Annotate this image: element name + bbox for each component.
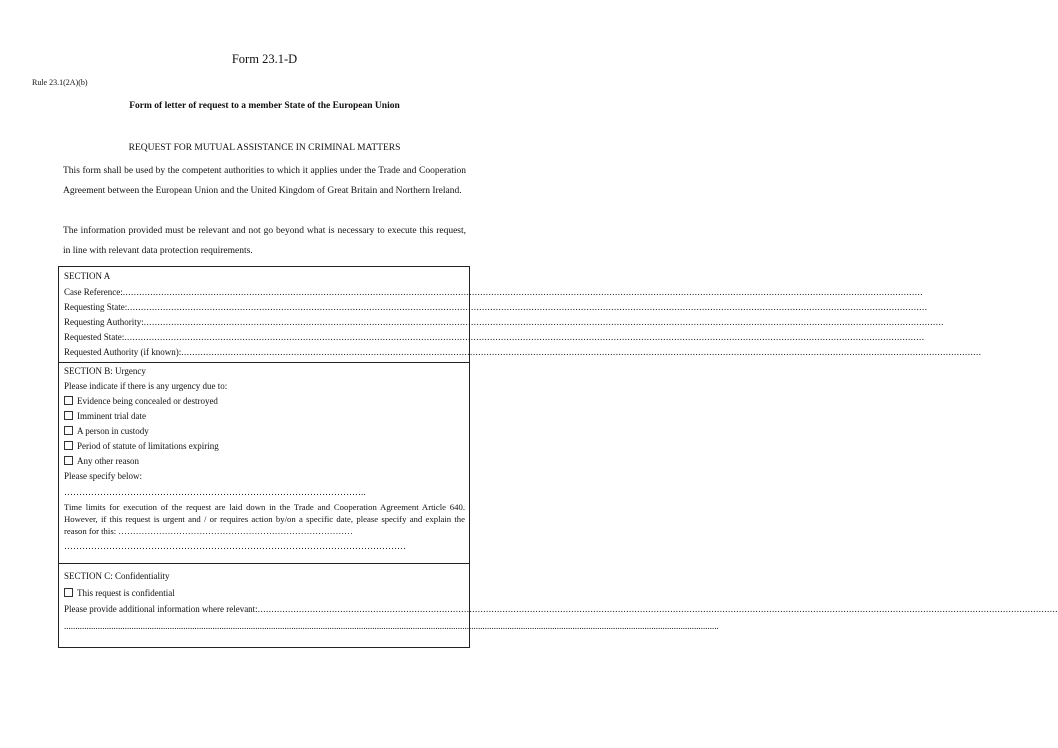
option-evidence[interactable] [64,394,465,409]
form-subheading: REQUEST FOR MUTUAL ASSISTANCE IN CRIMINAL MATTERS [128,143,401,153]
intro-paragraph-1: This form shall be used by the competent authorities to which it applies under the Trade and Cooperation Agreement between the European Union and the United Kingdom of Great Britain and Northern Ireland. [63,166,466,196]
specify-label: Please specify below: [64,471,142,481]
time-limits-text: Time limits for execution of the request are laid down in the Trade and Cooperation Agreement Article 640. However, if this request is urgent and / or requires action by/on a specific date, please specify and explain the reason for this: ……………………………………………………………………… [64,502,465,536]
dotted-line: ................................................................................................................................................................................................................................................................................................... [127,302,928,312]
section-a-title: SECTION A [64,271,111,281]
option-other[interactable] [64,454,465,469]
requesting-state-field[interactable] [64,300,928,315]
option-label: Evidence being concealed or destroyed [77,396,218,406]
checkbox-icon[interactable] [64,456,73,465]
reason-dotted-line[interactable]: …………………………………………………………………………………………………… [64,541,406,551]
form-number: Form 23.1-D [231,52,298,66]
checkbox-icon[interactable] [64,396,73,405]
option-custody[interactable] [64,424,465,439]
option-label: Imminent trial date [77,411,146,421]
dotted-line: ................................................................................................................................................................................................................................................................................................... [257,604,1058,614]
checkbox-icon[interactable] [64,441,73,450]
option-limitations[interactable] [64,439,465,454]
checkbox-icon[interactable] [64,588,73,597]
dotted-line: ................................................................................................................................................................................................................................................................................................... [122,287,923,297]
option-label: Any other reason [77,456,139,466]
case-reference-field[interactable] [64,285,923,300]
rule-reference: Rule 23.1(2A)(b) [32,78,88,87]
section-b-title: SECTION B: Urgency [64,366,146,376]
section-c [58,563,1058,648]
checkbox-icon[interactable] [64,426,73,435]
requested-state-field[interactable] [64,330,925,345]
urgency-prompt: Please indicate if there is any urgency due to: [64,381,228,391]
option-label: A person in custody [77,426,149,436]
specify-dotted-line[interactable]: ……………………………………………………………………………………….. [64,487,366,497]
additional-dotted-line[interactable]: ................................................................................................................................................................................................................................................................................................... [64,621,719,631]
field-label: Requested State: [64,332,125,342]
form-heading: Form of letter of request to a member State of the European Union [129,101,400,111]
field-label: Case Reference: [64,287,123,297]
intro-paragraph-2: The information provided must be relevant and not go beyond what is necessary to execute this request, in line with relevant data protection requirements. [63,226,466,256]
field-label: Requesting State: [64,302,128,312]
option-trial-date[interactable] [64,409,465,424]
requesting-authority-field[interactable] [64,315,944,330]
field-label: Please provide additional information where relevant: [64,604,258,614]
requested-authority-field[interactable] [64,345,982,360]
section-b [58,362,470,564]
option-label: This request is confidential [77,588,175,598]
field-label: Requesting Authority: [64,317,144,327]
option-label: Period of statute of limitations expiring [77,441,219,451]
checkbox-icon[interactable] [64,411,73,420]
section-c-title: SECTION C: Confidentiality [64,571,170,581]
section-a [58,266,982,363]
dotted-line: ................................................................................................................................................................................................................................................................................................... [181,347,982,357]
dotted-line: ................................................................................................................................................................................................................................................................................................... [124,332,925,342]
field-label: Requested Authority (if known): [64,347,182,357]
dotted-line: ................................................................................................................................................................................................................................................................................................... [143,317,944,327]
additional-info-field[interactable] [64,602,1058,617]
option-confidential[interactable] [64,586,465,601]
